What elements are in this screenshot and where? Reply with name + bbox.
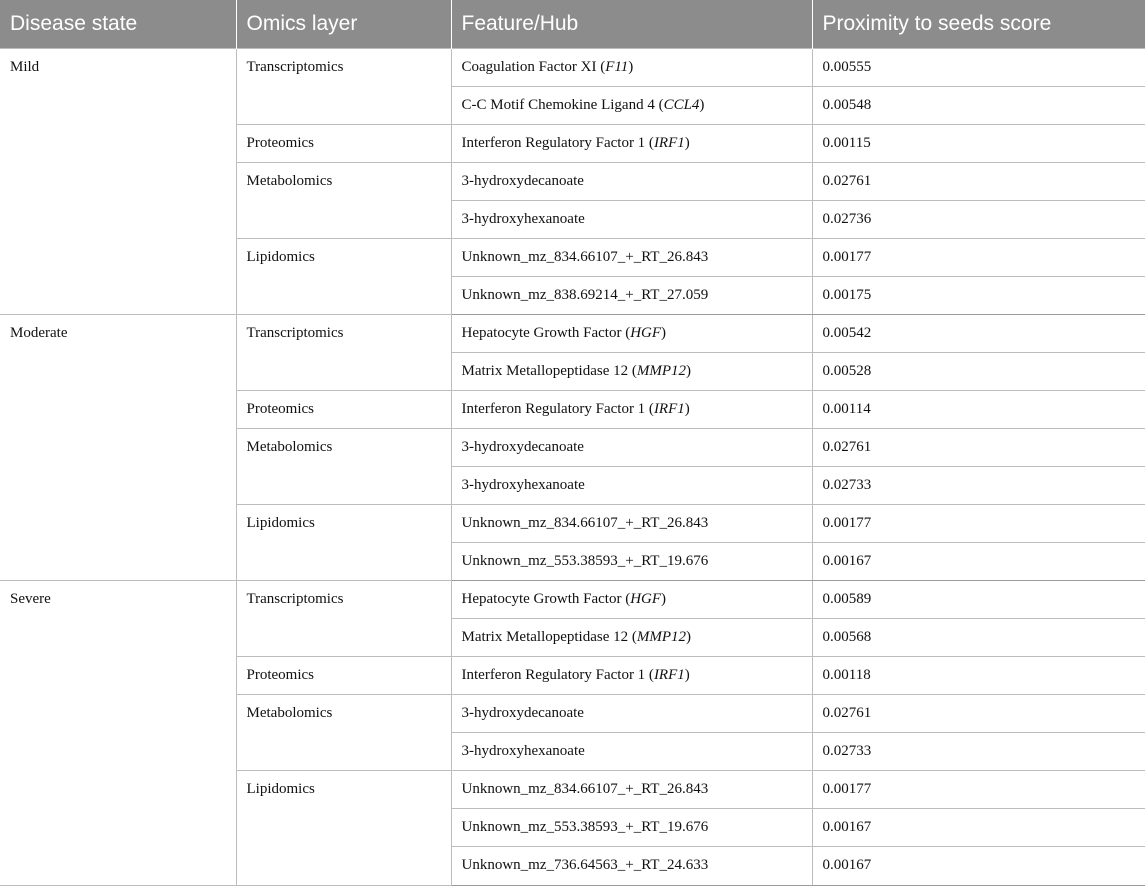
feature-cell [451, 656, 812, 694]
omics-layer-cell: Metabolomics [236, 162, 451, 238]
header-omics-layer: Omics layer [236, 0, 451, 48]
feature-suffix: ) [661, 324, 667, 341]
feature-cell: Unknown_mz_838.69214_+_RT_27.059 [451, 276, 812, 314]
score-cell: 0.00542 [812, 314, 1145, 352]
score-cell: 0.00118 [812, 656, 1145, 694]
score-cell: 0.00114 [812, 390, 1145, 428]
score-cell: 0.02761 [812, 428, 1145, 466]
gene-symbol: F11 [605, 58, 629, 75]
score-cell: 0.02736 [812, 200, 1145, 238]
omics-layer-cell: Transcriptomics [236, 314, 451, 390]
score-cell: 0.00177 [812, 238, 1145, 276]
score-cell: 0.00528 [812, 352, 1145, 390]
feature-suffix: ) [661, 590, 667, 607]
feature-suffix: ) [686, 362, 692, 379]
feature-cell [451, 352, 812, 390]
feature-name: Coagulation Factor XI ( [461, 58, 606, 75]
feature-name: Interferon Regulatory Factor 1 ( [461, 134, 654, 151]
feature-cell [451, 124, 812, 162]
feature-cell: Unknown_mz_553.38593_+_RT_19.676 [451, 808, 812, 846]
feature-cell: 3-hydroxydecanoate [451, 694, 812, 732]
header-row [0, 0, 1145, 48]
header-disease-state: Disease state [0, 0, 236, 48]
score-cell: 0.00115 [812, 124, 1145, 162]
score-cell: 0.00167 [812, 808, 1145, 846]
table-row [0, 48, 1145, 86]
feature-name: Interferon Regulatory Factor 1 ( [461, 666, 654, 683]
omics-layer-cell: Proteomics [236, 124, 451, 162]
score-cell: 0.00589 [812, 580, 1145, 618]
feature-cell: 3-hydroxyhexanoate [451, 732, 812, 770]
feature-suffix: ) [628, 58, 634, 75]
disease-state-cell: Mild [0, 48, 236, 314]
gene-symbol: MMP12 [636, 628, 687, 645]
feature-cell: 3-hydroxyhexanoate [451, 466, 812, 504]
feature-cell: Unknown_mz_736.64563_+_RT_24.633 [451, 846, 812, 885]
table-row [0, 314, 1145, 352]
feature-cell: Unknown_mz_553.38593_+_RT_19.676 [451, 542, 812, 580]
feature-name: Matrix Metallopeptidase 12 ( [461, 362, 637, 379]
table-row [0, 580, 1145, 618]
feature-cell [451, 48, 812, 86]
score-cell: 0.02733 [812, 466, 1145, 504]
omics-layer-cell: Proteomics [236, 656, 451, 694]
feature-cell [451, 390, 812, 428]
feature-suffix: ) [699, 96, 705, 113]
feature-cell: Unknown_mz_834.66107_+_RT_26.843 [451, 770, 812, 808]
score-cell: 0.00175 [812, 276, 1145, 314]
feature-suffix: ) [684, 400, 690, 417]
score-cell: 0.02761 [812, 162, 1145, 200]
feature-cell [451, 314, 812, 352]
score-cell: 0.00555 [812, 48, 1145, 86]
feature-cell: 3-hydroxydecanoate [451, 428, 812, 466]
score-cell: 0.02761 [812, 694, 1145, 732]
feature-name: Hepatocyte Growth Factor ( [461, 590, 631, 607]
gene-symbol: HGF [630, 590, 662, 607]
feature-cell: Unknown_mz_834.66107_+_RT_26.843 [451, 504, 812, 542]
feature-cell: 3-hydroxyhexanoate [451, 200, 812, 238]
gene-symbol: CCL4 [663, 96, 700, 113]
gene-symbol: IRF1 [653, 400, 685, 417]
omics-layer-cell: Proteomics [236, 390, 451, 428]
omics-layer-cell: Transcriptomics [236, 48, 451, 124]
score-cell: 0.00167 [812, 542, 1145, 580]
table-body [0, 48, 1145, 885]
disease-state-cell: Severe [0, 580, 236, 885]
feature-name: C-C Motif Chemokine Ligand 4 ( [461, 96, 664, 113]
header-feature-hub: Feature/Hub [451, 0, 812, 48]
feature-cell [451, 618, 812, 656]
omics-layer-cell: Metabolomics [236, 428, 451, 504]
score-cell: 0.00548 [812, 86, 1145, 124]
omics-layer-cell: Lipidomics [236, 238, 451, 314]
feature-suffix: ) [684, 666, 690, 683]
omics-layer-cell: Metabolomics [236, 694, 451, 770]
feature-suffix: ) [686, 628, 692, 645]
gene-symbol: MMP12 [636, 362, 687, 379]
score-cell: 0.00568 [812, 618, 1145, 656]
omics-layer-cell: Transcriptomics [236, 580, 451, 656]
score-cell: 0.00177 [812, 504, 1145, 542]
feature-cell: 3-hydroxydecanoate [451, 162, 812, 200]
feature-cell: Unknown_mz_834.66107_+_RT_26.843 [451, 238, 812, 276]
score-cell: 0.00177 [812, 770, 1145, 808]
gene-symbol: IRF1 [653, 666, 685, 683]
score-cell: 0.00167 [812, 846, 1145, 885]
feature-cell [451, 580, 812, 618]
feature-name: Matrix Metallopeptidase 12 ( [461, 628, 637, 645]
header-score: Proximity to seeds score [812, 0, 1145, 48]
score-cell: 0.02733 [812, 732, 1145, 770]
feature-cell [451, 86, 812, 124]
table-header [0, 0, 1145, 48]
feature-name: Hepatocyte Growth Factor ( [461, 324, 631, 341]
gene-symbol: HGF [630, 324, 662, 341]
feature-name: Interferon Regulatory Factor 1 ( [461, 400, 654, 417]
disease-state-cell: Moderate [0, 314, 236, 580]
omics-layer-cell: Lipidomics [236, 504, 451, 580]
feature-suffix: ) [684, 134, 690, 151]
gene-symbol: IRF1 [653, 134, 685, 151]
omics-layer-cell: Lipidomics [236, 770, 451, 885]
